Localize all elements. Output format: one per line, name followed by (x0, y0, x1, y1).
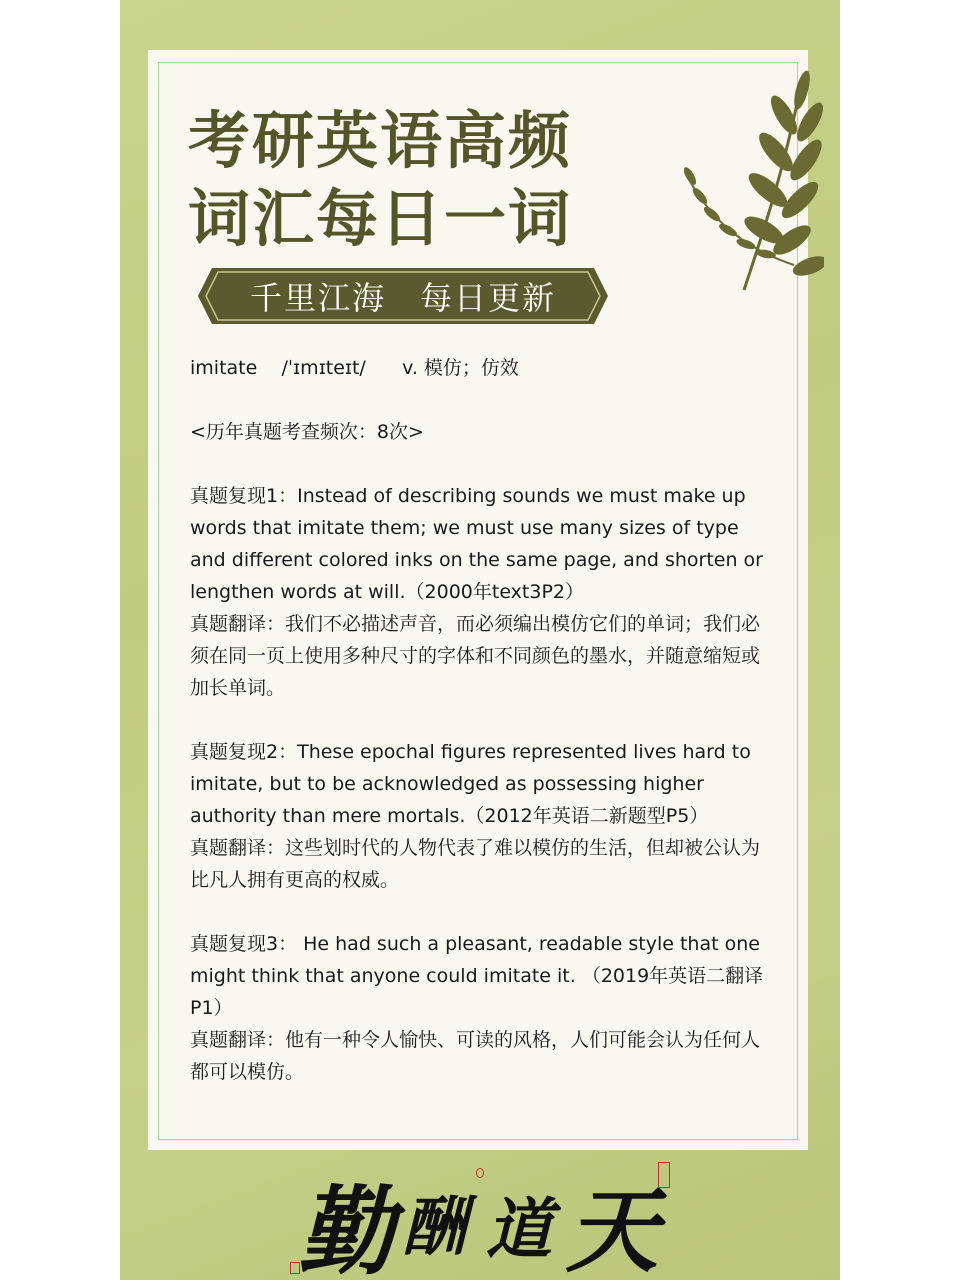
frequency-note: <历年真题考查频次：8次> (190, 421, 424, 443)
example-1-english: 真题复现1：Instead of describing sounds we must make up words that imitate them; we must use many sizes of type and different colored inks on the same page, and shorten or lengthen words at will.（2000年text3P2） (190, 485, 763, 603)
article-body (190, 352, 770, 1088)
example-1-translation: 真题翻译：我们不必描述声音，而必须编出模仿它们的单词；我们必须在同一页上使用多种尺寸的字体和不同颜色的墨水，并随意缩短或加长单词。 (190, 613, 761, 699)
headword: imitate (190, 357, 258, 379)
title-line-2: 词汇每日一词 (188, 182, 573, 255)
seal-stamp-icon (658, 1162, 670, 1188)
example-2-english: 真题复现2：These epochal figures represented lives hard to imitate, but to be acknowledged as possessing higher authority than mere mortals.（2012年英语二新题型P5） (190, 741, 751, 827)
definition: v. 模仿；仿效 (402, 357, 519, 379)
banner-text: 千里江海 每日更新 (249, 279, 556, 317)
example-3-translation: 真题翻译：他有一种令人愉快、可读的风格，人们可能会认为任何人都可以模仿。 (190, 1029, 761, 1083)
phonetic: /ˈɪmɪteɪt/ (281, 357, 366, 379)
subtitle-banner (198, 268, 608, 324)
calligraphy-char-3: 道 (486, 1190, 552, 1268)
page-title (188, 102, 628, 258)
content-card (148, 50, 808, 1150)
example-2-translation: 真题翻译：这些划时代的人物代表了难以模仿的生活，但却被公认为比凡人拥有更高的权威。 (190, 837, 761, 891)
seal-stamp-icon (290, 1262, 300, 1274)
poster-background (120, 0, 840, 1280)
title-line-1: 考研英语高频 (188, 104, 573, 177)
seal-stamp-icon (476, 1168, 484, 1178)
calligraphy-char-4: 天 (566, 1177, 659, 1280)
calligraphy-motto (120, 1150, 840, 1280)
calligraphy-char-1: 勤 (298, 1175, 394, 1280)
calligraphy-char-2: 酬 (402, 1190, 466, 1265)
example-3-english: 真题复现3： He had such a pleasant, readable style that one might think that anyone could imitate it. （2019年英语二翻译P1） (190, 933, 764, 1019)
word-entry (190, 352, 770, 384)
wheat-branch-icon (684, 60, 824, 304)
